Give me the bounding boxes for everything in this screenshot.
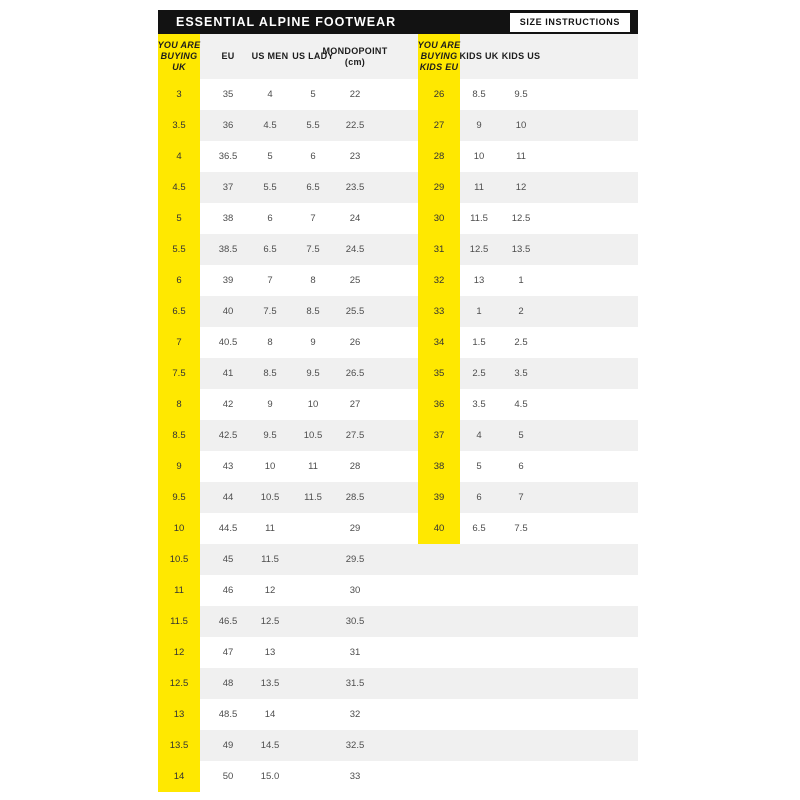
mondopoint-cell: 25.5 — [345, 306, 365, 317]
table-row — [158, 637, 638, 668]
kids-uk-size-cell — [460, 544, 498, 575]
kids-uk-size-cell: 13 — [473, 275, 485, 286]
row-filler — [544, 265, 638, 296]
kids-us-size-cell — [498, 544, 544, 575]
table-gap — [368, 730, 418, 761]
kids-eu-size-cell: 28 — [418, 141, 460, 172]
row-filler — [544, 544, 638, 575]
us-lady-size-cell — [284, 761, 342, 792]
row-filler — [544, 327, 638, 358]
table-gap — [368, 699, 418, 730]
kids-uk-size-cell: 3.5 — [472, 399, 486, 410]
kids-eu-size-cell: 36 — [418, 389, 460, 420]
us-men-size-cell: 11 — [265, 523, 275, 534]
kids-uk-size-cell — [460, 575, 498, 606]
uk-size-cell: 7 — [158, 327, 200, 358]
uk-size-cell: 12 — [158, 637, 200, 668]
uk-size-cell: 8.5 — [158, 420, 200, 451]
mondopoint-cell: 31 — [349, 647, 361, 658]
kids-us-size-cell — [498, 575, 544, 606]
mondopoint-unit-label: (cm) — [344, 56, 366, 67]
table-gap — [368, 482, 418, 513]
table-row — [158, 761, 638, 792]
eu-size-cell: 38.5 — [218, 244, 238, 255]
kids-us-column-header: KIDS US — [501, 51, 541, 61]
mondopoint-cell: 24 — [349, 213, 361, 224]
kids-us-size-cell: 2.5 — [514, 337, 528, 348]
row-filler — [544, 110, 638, 141]
eu-size-cell: 39 — [222, 275, 234, 286]
kids-us-size-cell — [498, 761, 544, 792]
table-gap — [368, 544, 418, 575]
kids-us-size-cell: 10 — [515, 120, 527, 131]
us-lady-size-cell: 6.5 — [306, 182, 320, 193]
kids-eu-size-cell — [418, 730, 460, 761]
kids-eu-size-cell — [418, 544, 460, 575]
kids-us-size-cell: 7.5 — [514, 523, 528, 534]
table-row — [158, 172, 638, 203]
table-row — [158, 234, 638, 265]
table-gap — [368, 451, 418, 482]
us-lady-size-cell: 10.5 — [303, 430, 323, 441]
row-filler — [544, 358, 638, 389]
eu-size-cell: 38 — [222, 213, 234, 224]
eu-size-cell: 42 — [222, 399, 234, 410]
table-row — [158, 203, 638, 234]
us-men-size-cell: 5.5 — [263, 182, 277, 193]
kids-eu-size-cell — [418, 606, 460, 637]
kids-you-are-label: YOU ARE — [417, 40, 461, 50]
buying-label: BUYING — [160, 51, 198, 61]
row-filler — [544, 420, 638, 451]
kids-eu-size-cell: 29 — [418, 172, 460, 203]
us-men-size-cell: 8.5 — [263, 368, 277, 379]
row-filler — [544, 637, 638, 668]
mondopoint-cell: 28 — [349, 461, 361, 472]
kids-uk-size-cell: 9 — [476, 120, 482, 131]
eu-size-cell: 36.5 — [218, 151, 238, 162]
us-men-size-cell: 4.5 — [263, 120, 277, 131]
kids-us-size-cell: 1 — [518, 275, 524, 286]
kids-us-size-cell: 3.5 — [514, 368, 528, 379]
us-lady-size-cell: 7.5 — [306, 244, 320, 255]
us-men-size-cell: 10.5 — [260, 492, 280, 503]
us-men-size-cell: 12.5 — [260, 616, 280, 627]
kids-us-size-cell: 7 — [518, 492, 524, 503]
kids-us-size-cell — [498, 637, 544, 668]
kids-eu-column-header — [418, 34, 460, 79]
us-men-size-cell: 10 — [264, 461, 276, 472]
table-row — [158, 513, 638, 544]
kids-uk-size-cell: 1 — [476, 306, 482, 317]
kids-eu-size-cell — [418, 637, 460, 668]
table-gap — [368, 327, 418, 358]
row-filler — [544, 172, 638, 203]
uk-size-cell: 8 — [158, 389, 200, 420]
table-row — [158, 482, 638, 513]
table-gap — [368, 234, 418, 265]
you-are-label: YOU ARE — [157, 40, 201, 50]
mondopoint-cell: 23 — [349, 151, 361, 162]
mondopoint-cell: 30 — [349, 585, 361, 596]
us-men-size-cell: 13.5 — [260, 678, 280, 689]
eu-size-cell: 50 — [222, 771, 234, 782]
kids-uk-size-cell — [460, 699, 498, 730]
uk-label: UK — [172, 62, 186, 72]
mondopoint-cell: 26 — [349, 337, 361, 348]
kids-eu-size-cell — [418, 699, 460, 730]
kids-us-size-cell: 9.5 — [514, 89, 528, 100]
row-filler — [544, 730, 638, 761]
us-lady-size-cell: 10 — [307, 399, 319, 410]
eu-size-cell: 41 — [222, 368, 234, 379]
kids-eu-size-cell — [418, 575, 460, 606]
row-filler — [544, 141, 638, 172]
uk-size-cell: 3.5 — [158, 110, 200, 141]
kids-eu-size-cell: 37 — [418, 420, 460, 451]
kids-eu-size-cell: 40 — [418, 513, 460, 544]
kids-uk-size-cell — [460, 637, 498, 668]
kids-us-size-cell: 11 — [516, 151, 526, 162]
us-men-size-cell: 9 — [267, 399, 273, 410]
uk-size-cell: 6.5 — [158, 296, 200, 327]
kids-eu-size-cell: 32 — [418, 265, 460, 296]
row-filler — [544, 451, 638, 482]
kids-uk-size-cell: 8.5 — [472, 89, 486, 100]
table-row — [158, 79, 638, 110]
us-men-size-cell: 14 — [264, 709, 276, 720]
eu-size-cell: 47 — [222, 647, 234, 658]
table-gap — [368, 296, 418, 327]
table-row — [158, 296, 638, 327]
mondopoint-cell: 29.5 — [345, 554, 365, 565]
eu-size-cell: 45 — [222, 554, 234, 565]
table-row — [158, 668, 638, 699]
kids-eu-size-cell: 26 — [418, 79, 460, 110]
kids-uk-size-cell — [460, 730, 498, 761]
mondopoint-column-header — [322, 34, 388, 79]
row-filler — [544, 513, 638, 544]
row-filler — [544, 296, 638, 327]
uk-size-cell: 4 — [158, 141, 200, 172]
kids-us-size-cell — [498, 730, 544, 761]
us-lady-size-cell — [284, 606, 342, 637]
table-gap — [368, 668, 418, 699]
us-lady-size-cell: 5 — [310, 89, 316, 100]
uk-size-cell: 11.5 — [158, 606, 200, 637]
eu-size-cell: 46.5 — [218, 616, 238, 627]
uk-size-cell: 7.5 — [158, 358, 200, 389]
eu-size-cell: 48 — [222, 678, 234, 689]
us-men-size-cell: 6 — [267, 213, 273, 224]
row-filler — [544, 79, 638, 110]
mondopoint-cell: 33 — [349, 771, 361, 782]
mondopoint-cell: 27.5 — [345, 430, 365, 441]
uk-size-cell: 13 — [158, 699, 200, 730]
eu-size-cell: 40.5 — [218, 337, 238, 348]
us-men-size-cell: 4 — [267, 89, 273, 100]
us-lady-size-cell: 9 — [310, 337, 316, 348]
eu-size-cell: 43 — [222, 461, 234, 472]
kids-us-size-cell: 12 — [515, 182, 527, 193]
table-row — [158, 358, 638, 389]
us-lady-size-cell — [284, 637, 342, 668]
eu-size-cell: 46 — [222, 585, 234, 596]
us-men-size-cell: 12 — [264, 585, 276, 596]
size-chart-page — [158, 10, 638, 792]
mondopoint-cell: 24.5 — [345, 244, 365, 255]
table-gap — [368, 575, 418, 606]
uk-size-cell: 5.5 — [158, 234, 200, 265]
us-men-size-cell: 5 — [267, 151, 273, 162]
eu-size-cell: 35 — [222, 89, 234, 100]
kids-uk-size-cell: 4 — [476, 430, 482, 441]
kids-uk-size-cell: 5 — [476, 461, 482, 472]
header-filler — [544, 34, 638, 79]
table-gap — [368, 34, 418, 79]
table-row — [158, 110, 638, 141]
us-men-column-header: US MEN — [251, 51, 289, 61]
table-row — [158, 389, 638, 420]
kids-uk-size-cell: 12.5 — [469, 244, 489, 255]
table-gap — [368, 172, 418, 203]
kids-buying-label: BUYING — [420, 51, 458, 61]
us-lady-size-cell: 7 — [310, 213, 316, 224]
row-filler — [544, 761, 638, 792]
mondopoint-cell: 27 — [349, 399, 361, 410]
uk-size-cell: 9.5 — [158, 482, 200, 513]
uk-size-cell: 10 — [158, 513, 200, 544]
uk-size-cell: 11 — [158, 575, 200, 606]
eu-size-cell: 49 — [222, 740, 234, 751]
eu-size-cell: 40 — [222, 306, 234, 317]
table-gap — [368, 110, 418, 141]
mondopoint-cell: 26.5 — [345, 368, 365, 379]
uk-size-cell: 4.5 — [158, 172, 200, 203]
mondopoint-cell: 31.5 — [345, 678, 365, 689]
us-men-size-cell: 8 — [267, 337, 273, 348]
size-instructions-button[interactable]: SIZE INSTRUCTIONS — [510, 13, 630, 32]
us-men-size-cell: 7 — [267, 275, 273, 286]
eu-column-header: EU — [221, 51, 235, 61]
kids-us-size-cell — [498, 668, 544, 699]
mondopoint-cell: 25 — [349, 275, 361, 286]
row-filler — [544, 668, 638, 699]
table-row — [158, 544, 638, 575]
kids-us-size-cell: 6 — [518, 461, 524, 472]
mondopoint-cell: 30.5 — [345, 616, 365, 627]
us-men-size-cell: 15.0 — [260, 771, 280, 782]
table-gap — [368, 203, 418, 234]
kids-eu-size-cell — [418, 668, 460, 699]
table-row — [158, 699, 638, 730]
row-filler — [544, 389, 638, 420]
table-row — [158, 575, 638, 606]
uk-size-cell: 3 — [158, 79, 200, 110]
table-gap — [368, 513, 418, 544]
kids-us-size-cell: 2 — [518, 306, 524, 317]
kids-eu-size-cell: 34 — [418, 327, 460, 358]
mondopoint-cell: 29 — [349, 523, 361, 534]
us-lady-size-cell — [284, 668, 342, 699]
mondopoint-cell: 22 — [349, 89, 361, 100]
us-men-size-cell: 14.5 — [260, 740, 280, 751]
us-lady-size-cell: 11 — [308, 461, 318, 472]
page-title: ESSENTIAL ALPINE FOOTWEAR — [176, 15, 397, 29]
kids-uk-size-cell: 11 — [474, 182, 484, 193]
mondopoint-cell: 32 — [349, 709, 361, 720]
us-lady-size-cell: 8.5 — [306, 306, 320, 317]
kids-uk-size-cell: 10 — [473, 151, 485, 162]
kids-uk-size-cell: 1.5 — [472, 337, 486, 348]
kids-eu-size-cell: 27 — [418, 110, 460, 141]
table-gap — [368, 141, 418, 172]
kids-eu-label: KIDS EU — [419, 62, 459, 72]
row-filler — [544, 203, 638, 234]
kids-eu-size-cell: 38 — [418, 451, 460, 482]
table-gap — [368, 389, 418, 420]
kids-us-size-cell: 5 — [518, 430, 524, 441]
uk-size-cell: 12.5 — [158, 668, 200, 699]
us-lady-size-cell — [284, 513, 342, 544]
table-gap — [368, 761, 418, 792]
kids-us-size-cell: 13.5 — [511, 244, 531, 255]
kids-us-size-cell — [498, 606, 544, 637]
us-men-size-cell: 13 — [264, 647, 276, 658]
uk-size-cell: 10.5 — [158, 544, 200, 575]
eu-size-cell: 48.5 — [218, 709, 238, 720]
table-row — [158, 141, 638, 172]
us-men-size-cell: 6.5 — [263, 244, 277, 255]
us-lady-size-cell — [284, 699, 342, 730]
table-row — [158, 327, 638, 358]
table-gap — [368, 606, 418, 637]
table-row — [158, 451, 638, 482]
kids-uk-size-cell: 2.5 — [472, 368, 486, 379]
mondopoint-cell: 28.5 — [345, 492, 365, 503]
us-lady-size-cell — [284, 730, 342, 761]
table-gap — [368, 637, 418, 668]
kids-eu-size-cell: 31 — [418, 234, 460, 265]
mondopoint-cell: 22.5 — [345, 120, 365, 131]
eu-size-cell: 37 — [222, 182, 234, 193]
us-lady-size-cell: 5.5 — [306, 120, 320, 131]
column-header-row — [158, 34, 638, 79]
table-row — [158, 606, 638, 637]
kids-uk-size-cell: 6.5 — [472, 523, 486, 534]
adult-uk-column-header — [158, 34, 200, 79]
us-men-size-cell: 11.5 — [261, 554, 279, 565]
kids-eu-size-cell — [418, 761, 460, 792]
kids-us-size-cell: 12.5 — [511, 213, 531, 224]
table-gap — [368, 265, 418, 296]
table-gap — [368, 358, 418, 389]
mondopoint-cell: 23.5 — [345, 182, 365, 193]
eu-size-cell: 44 — [222, 492, 234, 503]
row-filler — [544, 606, 638, 637]
kids-eu-size-cell: 35 — [418, 358, 460, 389]
uk-size-cell: 5 — [158, 203, 200, 234]
eu-size-cell: 44.5 — [218, 523, 238, 534]
us-lady-size-cell: 11.5 — [304, 492, 322, 503]
us-lady-size-cell — [284, 544, 342, 575]
row-filler — [544, 575, 638, 606]
mondopoint-label: MONDOPOINT — [322, 45, 388, 56]
us-lady-size-cell: 6 — [310, 151, 316, 162]
uk-size-cell: 13.5 — [158, 730, 200, 761]
us-men-size-cell: 9.5 — [263, 430, 277, 441]
table-row — [158, 730, 638, 761]
table-gap — [368, 420, 418, 451]
kids-us-size-cell: 4.5 — [514, 399, 528, 410]
mondopoint-cell: 32.5 — [345, 740, 365, 751]
kids-uk-size-cell: 11.5 — [470, 213, 488, 224]
kids-uk-size-cell — [460, 606, 498, 637]
table-row — [158, 420, 638, 451]
eu-size-cell: 42.5 — [218, 430, 238, 441]
kids-uk-size-cell — [460, 668, 498, 699]
eu-size-cell: 36 — [222, 120, 234, 131]
kids-uk-column-header: KIDS UK — [459, 51, 499, 61]
uk-size-cell: 6 — [158, 265, 200, 296]
row-filler — [544, 699, 638, 730]
row-filler — [544, 234, 638, 265]
kids-eu-size-cell: 33 — [418, 296, 460, 327]
kids-eu-size-cell: 39 — [418, 482, 460, 513]
table-gap — [368, 79, 418, 110]
us-lady-size-cell: 9.5 — [306, 368, 320, 379]
table-row — [158, 265, 638, 296]
kids-us-size-cell — [498, 699, 544, 730]
us-lady-size-cell — [284, 575, 342, 606]
uk-size-cell: 9 — [158, 451, 200, 482]
kids-uk-size-cell — [460, 761, 498, 792]
table-body — [158, 79, 638, 792]
us-men-size-cell: 7.5 — [263, 306, 277, 317]
kids-uk-size-cell: 6 — [476, 492, 482, 503]
kids-eu-size-cell: 30 — [418, 203, 460, 234]
us-lady-size-cell: 8 — [310, 275, 316, 286]
row-filler — [544, 482, 638, 513]
uk-size-cell: 14 — [158, 761, 200, 792]
topbar — [158, 10, 638, 34]
us-lady-column-header: US LADY — [292, 51, 334, 61]
